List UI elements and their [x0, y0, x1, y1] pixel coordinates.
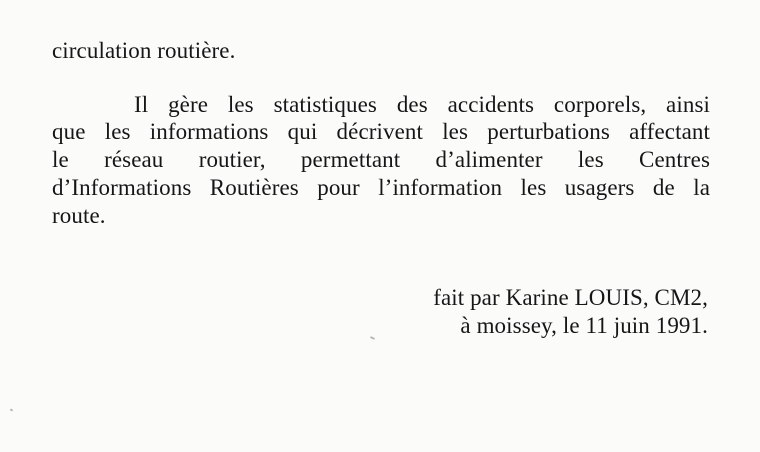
paragraph-1-last-line: circulation routière. [52, 38, 236, 63]
paragraph-2-line-3: le réseau routier, permettant d’alimenter les Centres [52, 147, 710, 172]
signature-author: fait par Karine LOUIS, CM2, [433, 285, 708, 310]
paragraph-2-line-1: Il gère les statistiques des accidents corporels, ainsi [134, 92, 710, 117]
scan-speck [10, 408, 14, 411]
paragraph-2-line-2: que les informations qui décrivent les perturbations affectant [52, 119, 710, 144]
scan-speck [370, 336, 375, 340]
paragraph-2-line-4: d’Informations Routières pour l’information les usagers de la [52, 175, 710, 200]
paragraph-2-line-5: route. [52, 203, 106, 228]
signature-place-date: à moissey, le 11 juin 1991. [460, 313, 708, 338]
